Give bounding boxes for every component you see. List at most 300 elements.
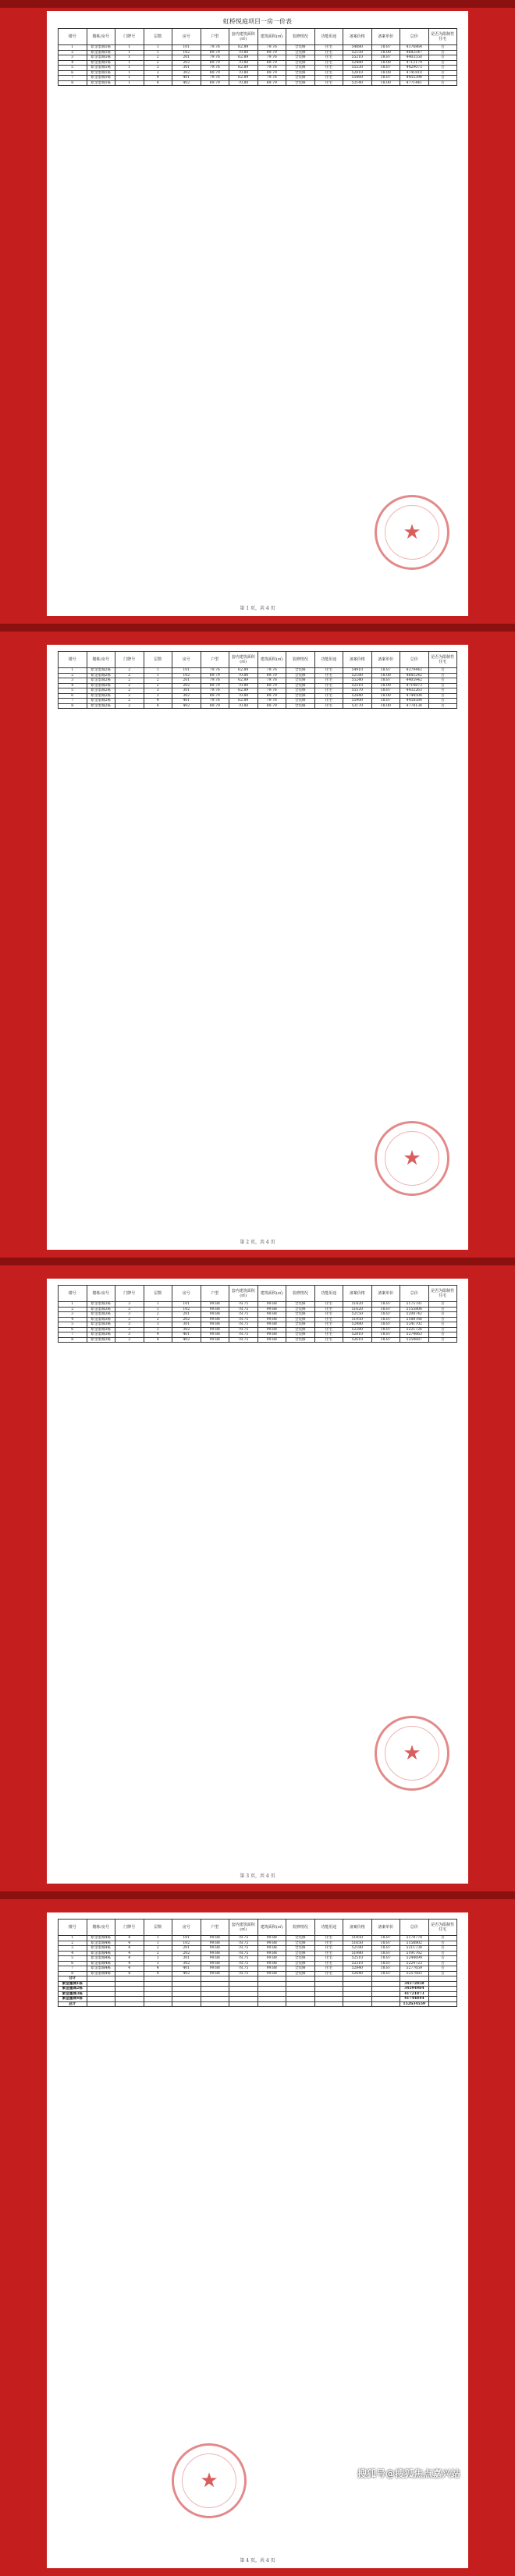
table-cell: 紫金墨城4栋 bbox=[87, 1946, 115, 1952]
table-cell: 紫金墨城4栋 bbox=[87, 1966, 115, 1972]
price-table bbox=[58, 28, 457, 86]
table-cell: 紫金墨城3栋 bbox=[87, 1327, 115, 1332]
table-cell: 79.76 bbox=[258, 55, 286, 61]
table-cell: 101 bbox=[172, 1936, 201, 1941]
table-cell: 4685242 bbox=[400, 673, 429, 678]
table-cell: 79.76 bbox=[258, 688, 286, 694]
table-cell: 99.88 bbox=[201, 1322, 229, 1328]
column-header: 是否为限制性住宅 bbox=[428, 1920, 457, 1936]
table-cell: 否 bbox=[428, 70, 457, 76]
table-cell: 99.88 bbox=[258, 1317, 286, 1322]
summary-cell: 34572858 bbox=[400, 1981, 429, 1987]
table-cell: 2 bbox=[115, 683, 144, 688]
table-cell: 202 bbox=[172, 60, 201, 66]
table-cell: 住宅 bbox=[314, 70, 343, 76]
column-header: 总价 bbox=[400, 1920, 429, 1936]
table-cell: 否 bbox=[428, 66, 457, 71]
table-cell: 4771441 bbox=[400, 80, 429, 86]
table-cell: 全装修 bbox=[286, 1332, 315, 1338]
table-cell: 4 bbox=[144, 80, 172, 86]
table-cell: 52310 bbox=[343, 1961, 372, 1966]
table-cell: 1 bbox=[144, 1307, 172, 1312]
summary-row bbox=[59, 2001, 457, 2007]
table-cell: 全装修 bbox=[286, 668, 315, 674]
table-cell: 全装修 bbox=[286, 1966, 315, 1972]
table-cell: 全装修 bbox=[286, 688, 315, 694]
table-cell: 99.88 bbox=[258, 1946, 286, 1952]
summary-cell bbox=[172, 2001, 201, 2007]
table-cell: 全装修 bbox=[286, 45, 315, 51]
table-cell: 6 bbox=[59, 1961, 87, 1966]
table-cell: 78.75 bbox=[229, 1941, 258, 1946]
table-cell: 全装修 bbox=[286, 1302, 315, 1308]
table-cell: 4 bbox=[59, 1317, 87, 1322]
table-cell: 全装修 bbox=[286, 1337, 315, 1343]
column-header: 楼号 bbox=[59, 652, 87, 668]
table-cell: 住宅 bbox=[314, 1322, 343, 1328]
table-cell: 全装修 bbox=[286, 678, 315, 684]
separator-band bbox=[0, 1891, 515, 1899]
table-cell: 5208742 bbox=[400, 1312, 429, 1318]
table-cell: 18.00 bbox=[371, 703, 400, 709]
source-watermark: 搜狐号@搜狐焦点嘉兴站 bbox=[357, 2468, 460, 2479]
column-header: 楼号 bbox=[59, 1286, 87, 1302]
summary-cell bbox=[314, 2001, 343, 2007]
table-cell: 4 bbox=[115, 1956, 144, 1962]
table-cell: 2 bbox=[115, 678, 144, 684]
table-cell: 301 bbox=[172, 66, 201, 71]
table-cell: 住宅 bbox=[314, 1971, 343, 1976]
table-cell: 紫金墨城3栋 bbox=[87, 1332, 115, 1338]
table-cell: 否 bbox=[428, 1322, 457, 1328]
table-cell: 70.80 bbox=[229, 60, 258, 66]
table-cell: 4744504 bbox=[400, 693, 429, 699]
column-header: 是否为限制性住宅 bbox=[428, 1286, 457, 1302]
table-cell: 4458584 bbox=[400, 699, 429, 704]
table-cell: 4 bbox=[144, 703, 172, 709]
table-cell: 紫金墨城4栋 bbox=[87, 1961, 115, 1966]
column-header: 功能用途 bbox=[314, 1920, 343, 1936]
table-cell: 4 bbox=[144, 1337, 172, 1343]
table-cell: 1 bbox=[115, 80, 144, 86]
table-cell: 全装修 bbox=[286, 66, 315, 71]
table-cell: 2 bbox=[115, 693, 144, 699]
table-cell: 住宅 bbox=[314, 693, 343, 699]
table-cell: 紫金墨城4栋 bbox=[87, 1971, 115, 1976]
column-header: 户型 bbox=[201, 1286, 229, 1302]
table-cell: 4774134 bbox=[400, 703, 429, 709]
table-cell: 302 bbox=[172, 1327, 201, 1332]
table-cell: 否 bbox=[428, 1302, 457, 1308]
table-cell: 全装修 bbox=[286, 1936, 315, 1941]
official-seal-stamp bbox=[375, 1121, 449, 1196]
table-cell: 3 bbox=[144, 66, 172, 71]
table-cell: 住宅 bbox=[314, 1327, 343, 1332]
column-header: 功能用途 bbox=[314, 652, 343, 668]
summary-cell bbox=[286, 2001, 315, 2007]
column-header: 户型 bbox=[201, 1920, 229, 1936]
table-cell: 否 bbox=[428, 1337, 457, 1343]
table-cell: 全装修 bbox=[286, 1946, 315, 1952]
table-cell: 99.88 bbox=[258, 1936, 286, 1941]
table-cell: 18.87 bbox=[371, 76, 400, 81]
table-cell: 5175781 bbox=[400, 1302, 429, 1308]
table-cell: 3 bbox=[144, 1961, 172, 1966]
table-cell: 79.76 bbox=[201, 699, 229, 704]
seal-star-icon: ★ bbox=[200, 2469, 218, 2492]
table-cell: 55530 bbox=[343, 66, 372, 71]
table-cell: 2 bbox=[115, 668, 144, 674]
table-cell: 201 bbox=[172, 1946, 201, 1952]
column-header: 是否为限制性住宅 bbox=[428, 29, 457, 45]
table-cell: 1 bbox=[115, 60, 144, 66]
table-cell: 5158802 bbox=[400, 1941, 429, 1946]
table-cell: 住宅 bbox=[314, 80, 343, 86]
table-cell: 402 bbox=[172, 80, 201, 86]
table-cell: 79.76 bbox=[258, 76, 286, 81]
table-cell: 18.87 bbox=[371, 668, 400, 674]
table-cell: 79.76 bbox=[201, 76, 229, 81]
table-cell: 紫金墨城1栋 bbox=[87, 55, 115, 61]
table-cell: 紫金墨城3栋 bbox=[87, 1317, 115, 1322]
table-cell: 52640 bbox=[343, 1971, 372, 1976]
column-header: 层数 bbox=[144, 29, 172, 45]
column-header: 建筑面积(㎡) bbox=[258, 29, 286, 45]
table-cell: 全装修 bbox=[286, 1327, 315, 1332]
table-cell: 52150 bbox=[343, 1312, 372, 1318]
table-cell: 52150 bbox=[343, 50, 372, 55]
page-footer: 第 2 页，共 4 页 bbox=[240, 1240, 275, 1245]
table-cell: 4 bbox=[115, 1946, 144, 1952]
table-cell: 2 bbox=[115, 673, 144, 678]
table-cell: 78.75 bbox=[229, 1946, 258, 1952]
table-cell: 1 bbox=[115, 76, 144, 81]
table-cell: 5178778 bbox=[400, 1936, 429, 1941]
table-cell: 1 bbox=[144, 1936, 172, 1941]
table-cell: 2 bbox=[59, 673, 87, 678]
summary-cell bbox=[144, 2001, 172, 2007]
column-header: 房号 bbox=[172, 29, 201, 45]
table-cell: 18.87 bbox=[371, 1956, 400, 1962]
table-cell: 紫金墨城2栋 bbox=[87, 673, 115, 678]
column-header: 备案价格 bbox=[343, 652, 372, 668]
table-cell: 89.79 bbox=[258, 70, 286, 76]
column-header: 房号 bbox=[172, 1286, 201, 1302]
table-cell: 18.87 bbox=[371, 1332, 400, 1338]
column-header: 门牌号 bbox=[115, 652, 144, 668]
table-cell: 住宅 bbox=[314, 60, 343, 66]
table-cell: 99.88 bbox=[258, 1966, 286, 1972]
table-cell: 1 bbox=[144, 45, 172, 51]
table-cell: 55900 bbox=[343, 699, 372, 704]
column-header: 层数 bbox=[144, 652, 172, 668]
page-footer: 第 1 页，共 4 页 bbox=[240, 606, 275, 611]
table-cell: 101 bbox=[172, 668, 201, 674]
table-cell: 79.76 bbox=[258, 699, 286, 704]
table-cell: 住宅 bbox=[314, 55, 343, 61]
summary-cell bbox=[115, 2001, 144, 2007]
table-cell: 紫金墨城1栋 bbox=[87, 60, 115, 66]
summary-cell: 紫金墨城1栋 bbox=[59, 1981, 87, 1987]
table-cell: 99.88 bbox=[258, 1956, 286, 1962]
table-cell: 4 bbox=[59, 1951, 87, 1956]
table-cell: 102 bbox=[172, 673, 201, 678]
table-cell: 4 bbox=[115, 1951, 144, 1956]
table-cell: 18.87 bbox=[371, 66, 400, 71]
summary-cell bbox=[229, 2001, 258, 2007]
table-cell: 401 bbox=[172, 76, 201, 81]
separator-band bbox=[0, 624, 515, 632]
table-cell: 402 bbox=[172, 703, 201, 709]
table-cell: 6 bbox=[59, 693, 87, 699]
table-cell: 201 bbox=[172, 678, 201, 684]
table-cell: 全装修 bbox=[286, 80, 315, 86]
table-cell: 3 bbox=[115, 1322, 144, 1328]
table-cell: 住宅 bbox=[314, 678, 343, 684]
column-header: 备案价格 bbox=[343, 29, 372, 45]
table-cell: 101 bbox=[172, 45, 201, 51]
table-cell: 18.00 bbox=[371, 693, 400, 699]
table-cell: 1 bbox=[59, 45, 87, 51]
table-cell: 99.88 bbox=[258, 1337, 286, 1343]
column-header: 套内建筑面积(㎡) bbox=[229, 652, 258, 668]
table-cell: 62.89 bbox=[229, 678, 258, 684]
table-cell: 3 bbox=[115, 1337, 144, 1343]
table-cell: 4 bbox=[144, 1971, 172, 1976]
table-cell: 18.87 bbox=[371, 55, 400, 61]
table-cell: 5 bbox=[59, 1322, 87, 1328]
table-cell: 89.79 bbox=[258, 703, 286, 709]
table-cell: 否 bbox=[428, 1951, 457, 1956]
table-row bbox=[59, 703, 457, 709]
table-cell: 住宅 bbox=[314, 668, 343, 674]
table-cell: 1 bbox=[115, 45, 144, 51]
table-cell: 99.88 bbox=[258, 1951, 286, 1956]
table-cell: 4455394 bbox=[400, 76, 429, 81]
table-cell: 62.89 bbox=[229, 76, 258, 81]
table-cell: 18.87 bbox=[371, 1337, 400, 1343]
table-cell: 99.88 bbox=[201, 1317, 229, 1322]
table-cell: 89.79 bbox=[201, 673, 229, 678]
table-cell: 住宅 bbox=[314, 1307, 343, 1312]
table-cell: 102 bbox=[172, 1307, 201, 1312]
table-cell: 紫金墨城1栋 bbox=[87, 76, 115, 81]
top-band bbox=[0, 0, 515, 8]
table-row bbox=[59, 80, 457, 86]
table-cell: 紫金墨城4栋 bbox=[87, 1941, 115, 1946]
table-cell: 2 bbox=[59, 1307, 87, 1312]
table-cell: 89.79 bbox=[201, 80, 229, 86]
table-cell: 7 bbox=[59, 1966, 87, 1972]
table-header-row bbox=[59, 1920, 457, 1936]
document-page-3 bbox=[47, 1279, 468, 1884]
table-cell: 2 bbox=[144, 1317, 172, 1322]
table-cell: 18.87 bbox=[371, 45, 400, 51]
table-cell: 全装修 bbox=[286, 1971, 315, 1976]
table-cell: 53140 bbox=[343, 80, 372, 86]
table-cell: 52810 bbox=[343, 1332, 372, 1338]
column-header: 备案价格 bbox=[343, 1286, 372, 1302]
table-cell: 紫金墨城2栋 bbox=[87, 683, 115, 688]
table-cell: 否 bbox=[428, 1332, 457, 1338]
table-cell: 否 bbox=[428, 1307, 457, 1312]
table-cell: 18.00 bbox=[371, 80, 400, 86]
table-cell: 紫金墨城2栋 bbox=[87, 668, 115, 674]
column-header: 门牌号 bbox=[115, 29, 144, 45]
summary-cell: 152634559 bbox=[400, 2001, 429, 2007]
table-cell: 否 bbox=[428, 60, 457, 66]
table-cell: 住宅 bbox=[314, 1317, 343, 1322]
seal-star-icon: ★ bbox=[403, 1742, 421, 1765]
table-cell: 否 bbox=[428, 80, 457, 86]
table-cell: 全装修 bbox=[286, 1312, 315, 1318]
table-cell: 4 bbox=[115, 1936, 144, 1941]
table-cell: 3 bbox=[115, 1332, 144, 1338]
table-cell: 6 bbox=[59, 1327, 87, 1332]
summary-cell: 紫金墨城3栋 bbox=[59, 1991, 87, 1997]
table-cell: 99.88 bbox=[258, 1961, 286, 1966]
column-header: 是否为限制性住宅 bbox=[428, 652, 457, 668]
column-header: 总价 bbox=[400, 652, 429, 668]
table-cell: 否 bbox=[428, 1317, 457, 1322]
table-cell: 住宅 bbox=[314, 1961, 343, 1966]
table-cell: 3 bbox=[115, 1317, 144, 1322]
table-row bbox=[59, 1337, 457, 1343]
table-cell: 1 bbox=[59, 1302, 87, 1308]
table-cell: 住宅 bbox=[314, 1951, 343, 1956]
table-cell: 301 bbox=[172, 688, 201, 694]
table-cell: 51850 bbox=[343, 1936, 372, 1941]
table-cell: 3 bbox=[144, 70, 172, 76]
table-cell: 79.76 bbox=[258, 45, 286, 51]
column-header: 户型 bbox=[201, 29, 229, 45]
table-cell: 99.88 bbox=[201, 1307, 229, 1312]
table-cell: 4 bbox=[144, 699, 172, 704]
table-cell: 否 bbox=[428, 50, 457, 55]
table-cell: 18.87 bbox=[371, 1317, 400, 1322]
table-cell: 全装修 bbox=[286, 70, 315, 76]
column-header: 楼栋/房号 bbox=[87, 1920, 115, 1936]
table-cell: 78.75 bbox=[229, 1312, 258, 1318]
table-cell: 52510 bbox=[343, 683, 372, 688]
table-cell: 18.87 bbox=[371, 699, 400, 704]
table-cell: 89.79 bbox=[201, 50, 229, 55]
table-cell: 住宅 bbox=[314, 699, 343, 704]
table-cell: 89.79 bbox=[201, 683, 229, 688]
summary-cell: 41721873 bbox=[400, 1991, 429, 1997]
table-cell: 3 bbox=[115, 1302, 144, 1308]
table-cell: 79.76 bbox=[201, 55, 229, 61]
table-cell: 5274663 bbox=[400, 1332, 429, 1338]
table-cell: 否 bbox=[428, 693, 457, 699]
table-cell: 78.75 bbox=[229, 1971, 258, 1976]
table-cell: 99.88 bbox=[258, 1327, 286, 1332]
table-cell: 51980 bbox=[343, 1951, 372, 1956]
summary-cell: 41744844 bbox=[400, 1997, 429, 2002]
table-cell: 2 bbox=[144, 1312, 172, 1318]
summary-cell: 紫金墨城2栋 bbox=[59, 1987, 87, 1992]
table-cell: 79.76 bbox=[201, 688, 229, 694]
table-cell: 8 bbox=[59, 80, 87, 86]
table-cell: 5257683 bbox=[400, 1971, 429, 1976]
table-cell: 70.80 bbox=[229, 70, 258, 76]
table-cell: 62.89 bbox=[229, 699, 258, 704]
table-cell: 住宅 bbox=[314, 1946, 343, 1952]
table-cell: 401 bbox=[172, 1966, 201, 1972]
table-cell: 99.88 bbox=[201, 1971, 229, 1976]
table-cell: 18.87 bbox=[371, 1951, 400, 1956]
table-cell: 78.75 bbox=[229, 1302, 258, 1308]
table-cell: 99.88 bbox=[201, 1941, 229, 1946]
table-cell: 51820 bbox=[343, 1302, 372, 1308]
table-cell: 89.79 bbox=[258, 693, 286, 699]
column-header: 总价 bbox=[400, 29, 429, 45]
summary-cell bbox=[258, 2001, 286, 2007]
separator-band bbox=[0, 1258, 515, 1265]
column-header: 总价 bbox=[400, 1286, 429, 1302]
table-cell: 5 bbox=[59, 688, 87, 694]
table-cell: 4 bbox=[59, 60, 87, 66]
table-cell: 住宅 bbox=[314, 45, 343, 51]
table-cell: 否 bbox=[428, 1946, 457, 1952]
table-cell: 79.76 bbox=[201, 678, 229, 684]
column-header: 楼栋/房号 bbox=[87, 652, 115, 668]
table-cell: 否 bbox=[428, 1971, 457, 1976]
column-header: 装修情况 bbox=[286, 652, 315, 668]
table-cell: 否 bbox=[428, 45, 457, 51]
table-cell: 402 bbox=[172, 1337, 201, 1343]
table-cell: 55570 bbox=[343, 688, 372, 694]
table-cell: 202 bbox=[172, 1951, 201, 1956]
table-cell: 52810 bbox=[343, 70, 372, 76]
table-cell: 否 bbox=[428, 699, 457, 704]
table-cell: 全装修 bbox=[286, 1317, 315, 1322]
column-header: 套内建筑面积(㎡) bbox=[229, 1920, 258, 1936]
table-cell: 3 bbox=[59, 55, 87, 61]
summary-cell: 紫金墨城4栋 bbox=[59, 1997, 87, 2002]
column-header: 层数 bbox=[144, 1286, 172, 1302]
table-cell: 5191762 bbox=[400, 1951, 429, 1956]
table-cell: 401 bbox=[172, 699, 201, 704]
table-cell: 2 bbox=[115, 699, 144, 704]
table-cell: 5221726 bbox=[400, 1327, 429, 1332]
table-cell: 4 bbox=[115, 1971, 144, 1976]
table-cell: 62.89 bbox=[229, 55, 258, 61]
table-cell: 紫金墨城3栋 bbox=[87, 1312, 115, 1318]
table-header-row bbox=[59, 29, 457, 45]
column-header: 楼号 bbox=[59, 1920, 87, 1936]
table-cell: 18.87 bbox=[371, 1322, 400, 1328]
table-cell: 78.75 bbox=[229, 1936, 258, 1941]
table-cell: 紫金墨城1栋 bbox=[87, 50, 115, 55]
column-header: 备案单价 bbox=[371, 1286, 400, 1302]
page-title: 虹桥悦庭项目一房一价表 bbox=[223, 18, 292, 25]
table-cell: 99.88 bbox=[258, 1307, 286, 1312]
table-cell: 1 bbox=[144, 50, 172, 55]
table-cell: 78.75 bbox=[229, 1337, 258, 1343]
table-cell: 住宅 bbox=[314, 683, 343, 688]
table-cell: 住宅 bbox=[314, 1936, 343, 1941]
table-cell: 7 bbox=[59, 699, 87, 704]
table-cell: 18.87 bbox=[371, 1946, 400, 1952]
table-cell: 3 bbox=[59, 1312, 87, 1318]
table-cell: 住宅 bbox=[314, 1956, 343, 1962]
table-cell: 全装修 bbox=[286, 76, 315, 81]
table-cell: 紫金墨城4栋 bbox=[87, 1951, 115, 1956]
table-cell: 4376864 bbox=[400, 45, 429, 51]
table-cell: 全装修 bbox=[286, 1951, 315, 1956]
table-cell: 52280 bbox=[343, 1327, 372, 1332]
